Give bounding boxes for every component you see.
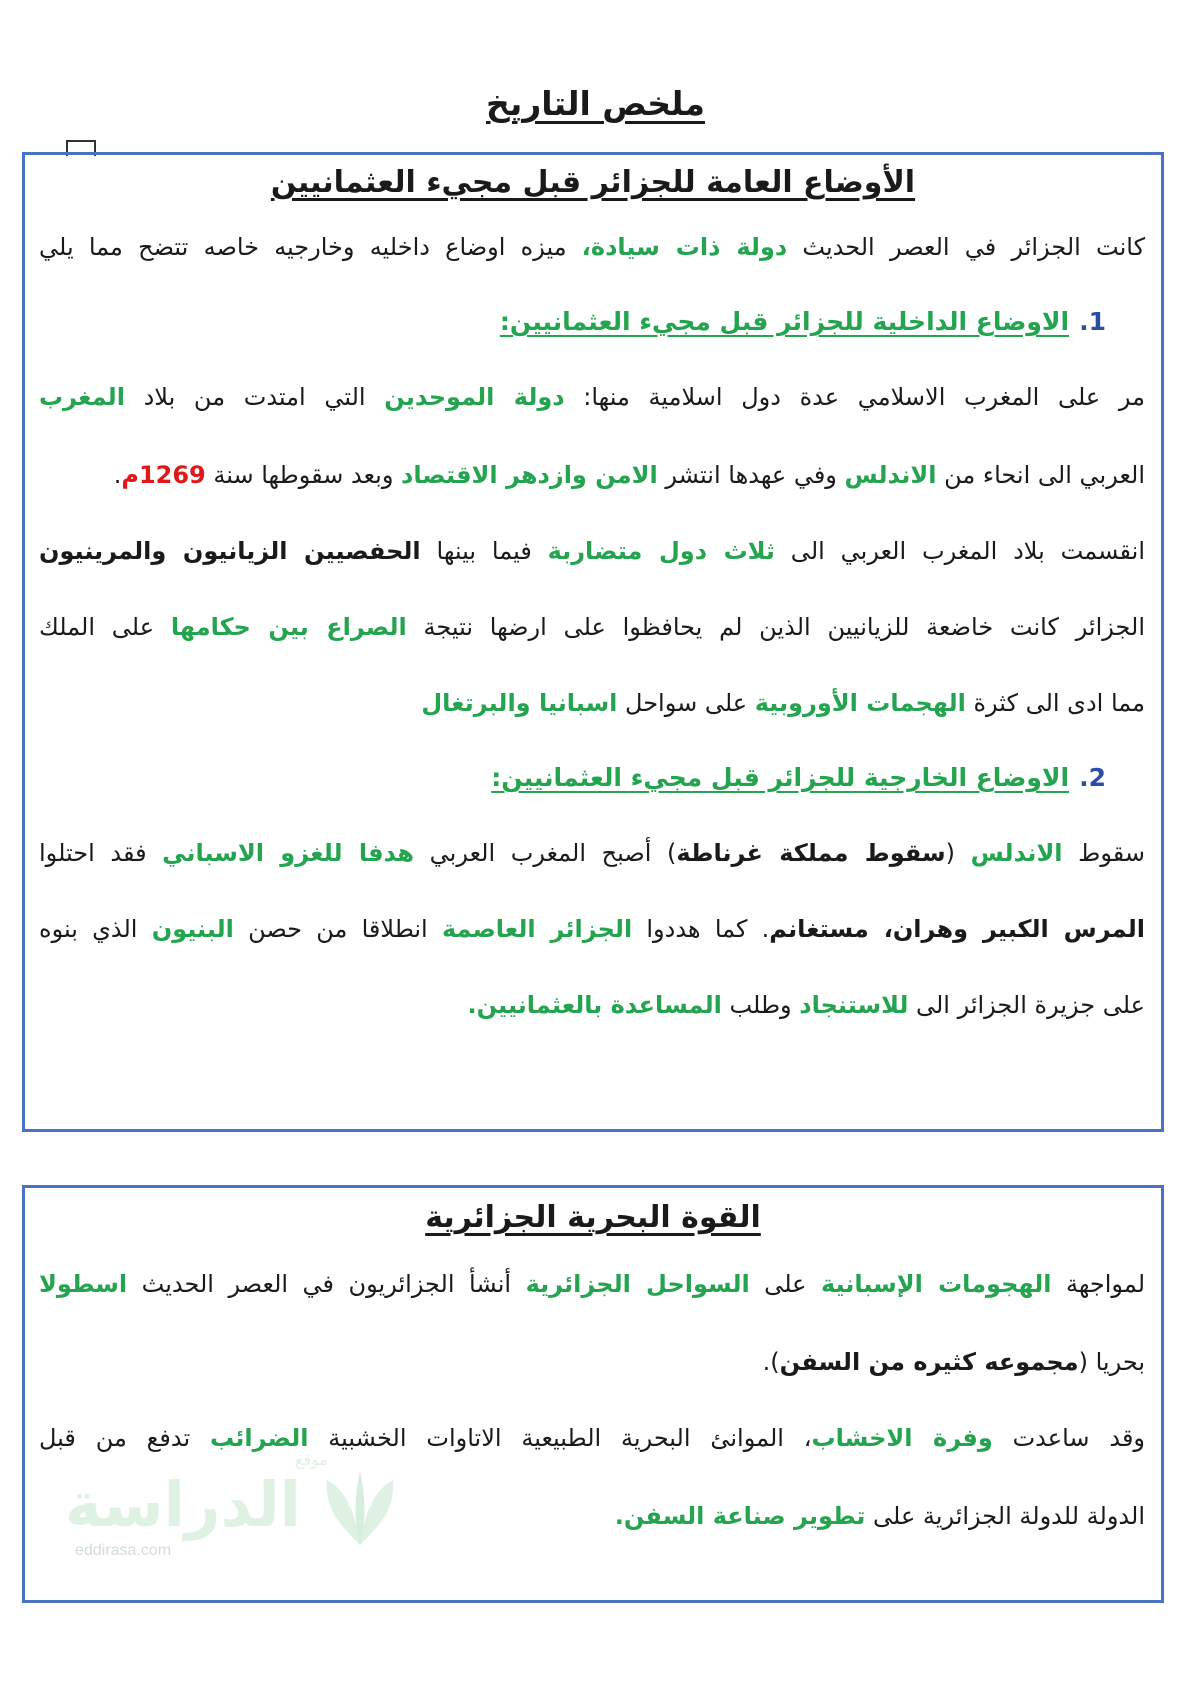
page-title: ملخص التاريخ (486, 84, 705, 123)
section-general-conditions-box (22, 152, 1164, 1132)
paragraph-line: بحريا (مجموعه كثيره من السفن). (762, 1348, 1145, 1376)
watermark-sub: موقع (295, 1450, 328, 1469)
watermark-text: الدراسة (65, 1468, 301, 1541)
paragraph-line: مما ادى الى كثرة الهجمات الأوروبية على سواحل اسبانيا والبرتغال (421, 689, 1145, 717)
paragraph-line: لمواجهة الهجومات الإسبانية على السواحل الجزائرية أنشأ الجزائريون في العصر الحديث اسطولا (39, 1270, 1146, 1298)
paragraph-line: انقسمت بلاد المغرب العربي الى ثلاث دول متضاربة فيما بينها الحفصيين الزيانيون والمرينيون (39, 537, 1145, 565)
paragraph-line: وقد ساعدت وفرة الاخشاب، الموانئ البحرية الطبيعية الاتاوات الخشبية الضرائب تدفع من قبل (39, 1424, 1145, 1452)
subheading-number: 2. (1079, 763, 1106, 792)
paragraph-line: سقوط الاندلس (سقوط مملكة غرناطة) أصبح المغرب العربي هدفا للغزو الاسباني فقد احتلوا (39, 839, 1145, 867)
site-watermark-logo (65, 1450, 425, 1570)
intro-line: كانت الجزائر في العصر الحديث دولة ذات سيادة، ميزه اوضاع داخليه وخارجيه خاصه تتضح مما يلي (39, 233, 1146, 261)
section-title: الأوضاع العامة للجزائر قبل مجيء العثمانيين (270, 165, 916, 200)
watermark-url: eddirasa.com (75, 1542, 172, 1559)
subheading-number: 1. (1079, 307, 1106, 336)
paragraph-line: الدولة للدولة الجزائرية على تطوير صناعة السفن. (614, 1502, 1145, 1530)
paragraph-line: العربي الى انحاء من الاندلس وفي عهدها انتشر الامن وازدهر الاقتصاد وبعد سقوطها سنة 1269م. (113, 461, 1145, 489)
subheading-internal (500, 307, 1106, 336)
subheading-external (491, 763, 1106, 792)
paragraph-line: المرس الكبير وهران، مستغانم. كما هددوا الجزائر العاصمة انطلاقا من حصن البنيون الذي بنوه (39, 915, 1146, 943)
paragraph-line: على جزيرة الجزائر الى للاستنجاد وطلب المساعدة بالعثمانيين. (467, 991, 1145, 1019)
book-leaf-icon (315, 1470, 405, 1550)
section-title: القوة البحرية الجزائرية (425, 1200, 761, 1235)
subheading-text: الاوضاع الخارجية للجزائر قبل مجيء العثمانيين: (491, 763, 1070, 792)
paragraph-line: الجزائر كانت خاضعة للزيانيين الذين لم يحافظوا على ارضها نتيجة الصراع بين حكامها على الملك (39, 613, 1145, 641)
subheading-text: الاوضاع الداخلية للجزائر قبل مجيء العثمانيين: (499, 307, 1070, 336)
paragraph-line: مر على المغرب الاسلامي عدة دول اسلامية منها: دولة الموحدين التي امتدت من بلاد المغرب (39, 383, 1146, 411)
